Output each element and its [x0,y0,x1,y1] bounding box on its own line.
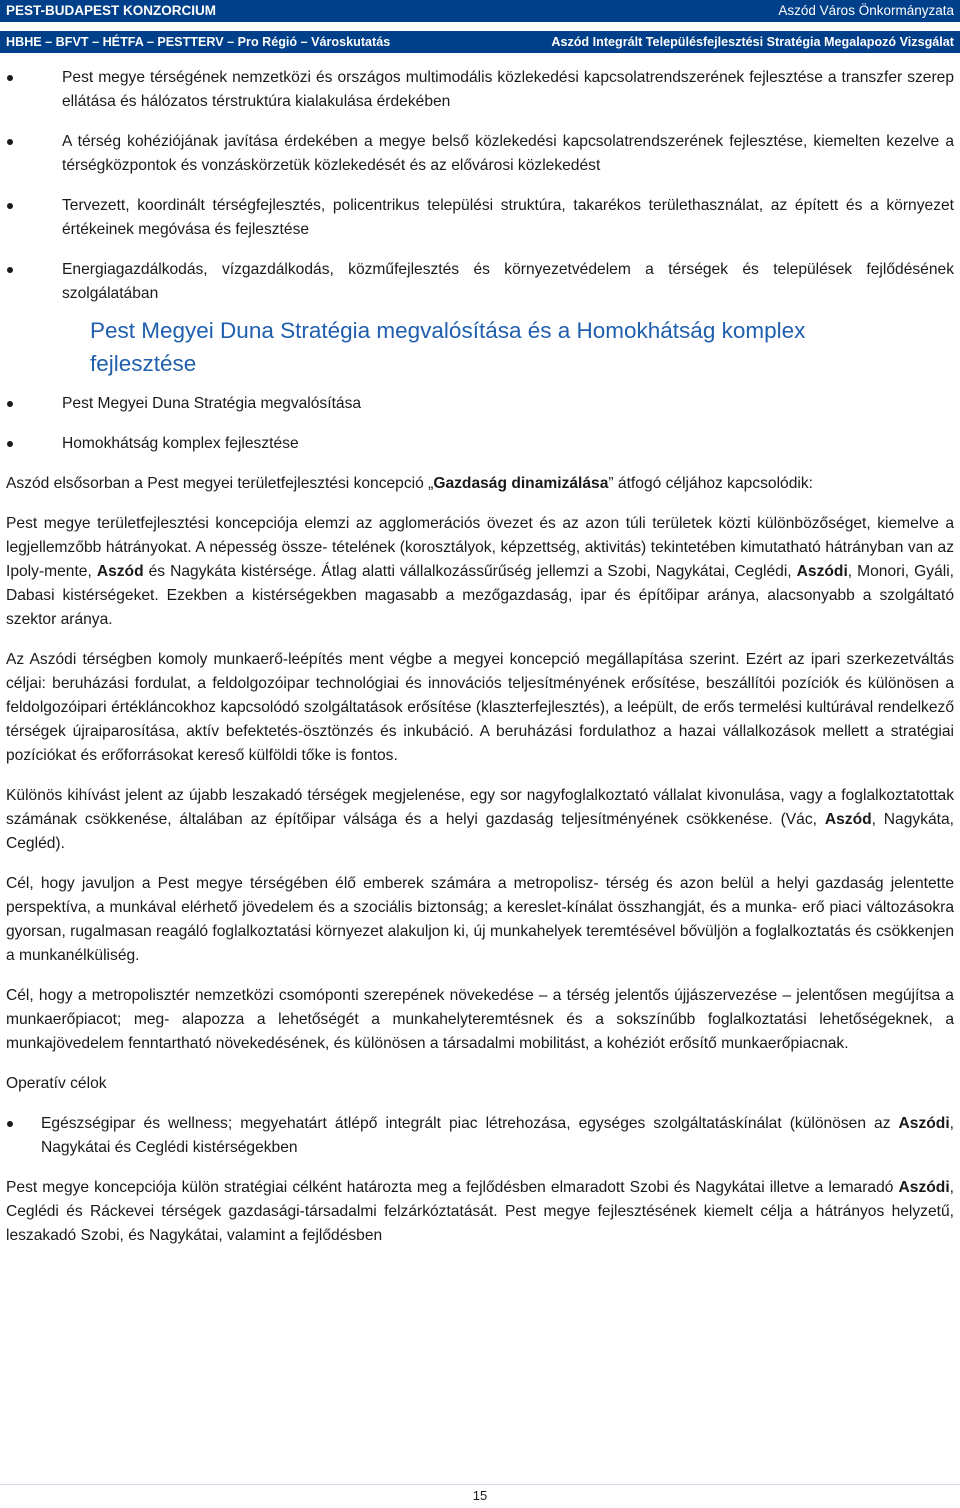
emphasis: Aszód [824,811,872,828]
municipality-name: Aszód Város Önkormányzata [778,3,954,18]
list-item-text: Pest megye térségének nemzetközi és országos multimodális közlekedési kapcsolatrendszerének fejlesztése a transzfer szerep ellátása és hálózatos térstruktúra kialakulása érdekében [62,69,954,110]
emphasis: Aszódi [898,1115,950,1132]
paragraph: Különös kihívást jelent az újabb leszakadó térségek megjelenése, egy sor nagyfoglalkoztató vállalat kivonulása, vagy a foglalkoztatottak számának csökkenése, általában az építőipar válsága és a helyi gazdaság teljesítményének csökkenése. (Vác, Aszód, Nagykáta, Cegléd). [6,787,955,852]
list-item [6,392,954,416]
list-item [6,258,954,306]
list-item: Egészségipar és wellness; megyehatárt átlépő integrált piac létrehozása, egységes szolgáltatáskínálat (különösen az Aszódi, Nagykátai és Ceglédi kistérségekben [6,1112,954,1160]
footer-divider [0,1484,960,1485]
bullet-icon [7,139,13,145]
emphasis: Aszódi [898,1179,950,1196]
paragraph: Pest megye területfejlesztési koncepciója elemzi az agglomerációs övezet és az azon túli területek közti különbözőséget, kiemelve a legjellemzőbb hátrányokat. A népesség össze- tételének (korosztályok, képzettség, aktivitás) tekintetében kimutatható hátrányban van az Ipoly-mente, Aszód és Nagykáta kistérsége. Átlag alatti vállalkozássűrűség jellemzi a Szobi, Nagykátai, Ceglédi, Aszódi, Monori, Gyáli, Dabasi kistérségeket. Ezekben a kistérségekben magasabb a mezőgazdaság, ipar és építőipar aránya, alacsonyabb a szolgáltató szektor aránya. [6,515,955,628]
bullet-icon [7,203,13,209]
list-item [6,194,954,242]
consortium-name: PEST-BUDAPEST KONZORCIUM [6,3,217,18]
header-row-2 [0,31,960,53]
document-title: Aszód Integrált Településfejlesztési Stratégia Megalapozó Vizsgálat [551,35,954,49]
paragraph: Aszód elsősorban a Pest megyei területfejlesztési koncepció „Gazdaság dinamizálása” átfogó céljához kapcsolódik: [6,475,813,492]
list-item [6,130,954,178]
section-heading: Pest Megyei Duna Stratégia megvalósítása és a Homokhátság komplex fejlesztése [90,318,806,376]
header-row-1 [0,0,960,22]
emphasis: Gazdaság dinamizálása [433,475,609,492]
list-item-text: Homokhátság komplex fejlesztése [62,435,299,452]
emphasis: Aszód [96,563,144,580]
page-content [6,66,954,1264]
operative-goals-label: Operatív célok [6,1075,107,1092]
bullet-icon [7,1121,13,1127]
emphasis: Aszódi [796,563,848,580]
paragraph: Az Aszódi térségben komoly munkaerő-leépítés ment végbe a megyei koncepció megállapítása szerint. Ezért az ipari szerkezetváltás céljai: beruházási fordulat, a feldolgozóipar technológiai és innovációs teljesítményének erősítése, beszállítói pozíciók és különösen a feldolgozóipari értékláncokhoz kapcsolódó szolgáltatások erősítése (klaszterfejlesztés), a leépült, de erős termelési kultúrával rendelkező térségek újraiparosítása, aktív befektetés-ösztönzés és inkubáció. A beruházási fordulathoz a hazai vállalkozások mellett a stratégiai pozíciókat és erőforrásokat kereső külföldi tőke is fontos. [6,651,954,764]
partner-list: HBHE – BFVT – HÉTFA – PESTTERV – Pro Régió – Városkutatás [6,35,391,49]
list-item [6,66,954,114]
bullet-icon [7,267,13,273]
list-item-text: Energiagazdálkodás, vízgazdálkodás, közműfejlesztés és környezetvédelem a térségek és települések fejlődésének szolgálatában [62,261,954,302]
bullet-icon [7,441,13,447]
paragraph: Pest megye koncepciója külön stratégiai célként határozta meg a fejlődésben elmaradott Szobi és Nagykátai illetve a lemaradó Aszódi, Ceglédi és Ráckevei térségek gazdasági-társadalmi felzárkóztatását. Pest megye fejlesztésének kiemelt célja a hátrányos helyzetű, leszakadó Szobi, és Nagykátai, valamint a fejlődésben [6,1179,954,1244]
list-item [6,432,954,456]
bullet-icon [7,401,13,407]
list-item-text: A térség kohéziójának javítása érdekében a megye belső közlekedési kapcsolatrendszerének fejlesztése, kiemelten kezelve a térségközpontok és vonzáskörzetük közlekedését és az elővárosi közlekedést [62,133,954,174]
paragraph: Cél, hogy a metropolisztér nemzetközi csomóponti szerepének növekedése – a térség jelentős újjászervezése – jelentősen megújítsa a munkaerőpiacot; meg- alapozza a lehetőségét a munkahelyteremtésnek és a sokszínűbb foglalkoztatási lehetőségeknek, a munkajövedelem fenntartható növekedésének, és különösen a társadalmi mobilitást, a kohéziót erősítő munkaerőpiacnak. [6,987,954,1052]
list-item-text: Pest Megyei Duna Stratégia megvalósítása [62,395,362,412]
list-item-text: Tervezett, koordinált térségfejlesztés, policentrikus települési struktúra, takarékos területhasználat, az épített és a környezet értékeinek megóvása és fejlesztése [62,197,954,238]
paragraph: Cél, hogy javuljon a Pest megye térségében élő emberek számára a metropolisz- térség és azon belül a helyi gazdaság jelentette perspektíva, a munkával elérhető jövedelem és a szociális biztonság; a kereslet-kínálat összhangját, és a munka- erő piaci változásokra gyorsan, rugalmasan reagáló foglalkoztatási környezet alakuljon ki, új munkahelyek teremtésével bővüljön a foglalkoztatás és csökkenjen a munkanélküliség. [6,875,954,964]
bullet-icon [7,75,13,81]
page-number: 15 [472,1488,488,1503]
